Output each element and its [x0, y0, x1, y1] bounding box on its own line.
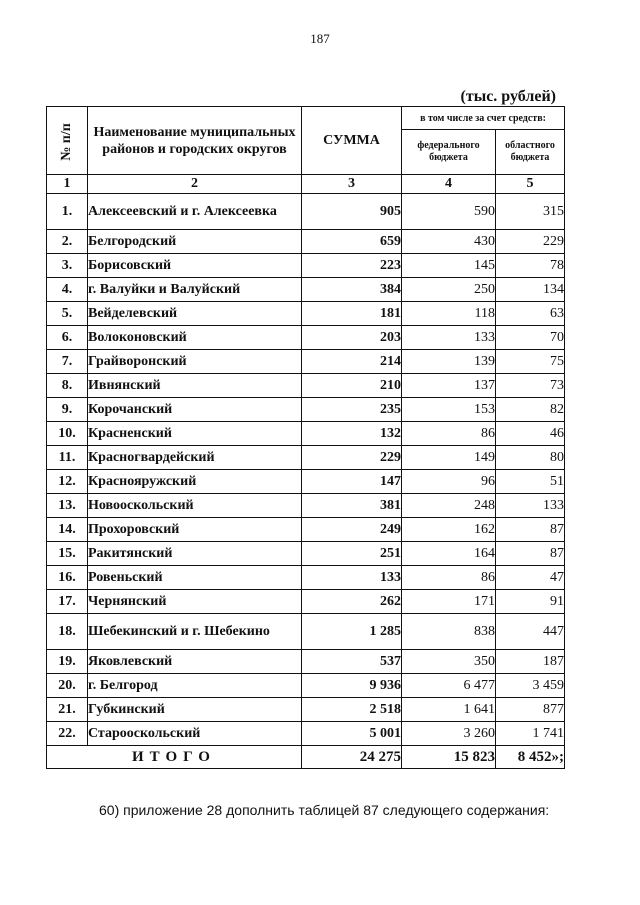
header-group: в том числе за счет средств:: [402, 107, 565, 130]
row-regional: 87: [496, 542, 565, 566]
row-regional: 87: [496, 518, 565, 542]
row-regional: 447: [496, 614, 565, 650]
row-num: 14.: [47, 518, 88, 542]
row-num: 6.: [47, 326, 88, 350]
row-sum: 249: [302, 518, 402, 542]
header-regional: областного бюджета: [496, 130, 565, 175]
row-num: 12.: [47, 470, 88, 494]
total-label: ИТОГО: [47, 746, 302, 769]
row-sum: 659: [302, 230, 402, 254]
row-federal: 248: [402, 494, 496, 518]
row-num: 19.: [47, 650, 88, 674]
table-row: [47, 326, 565, 350]
page-number: 187: [310, 31, 330, 46]
table-row: [47, 446, 565, 470]
row-name: Борисовский: [88, 254, 302, 278]
row-federal: 350: [402, 650, 496, 674]
row-num: 17.: [47, 590, 88, 614]
row-name: Ровеньский: [88, 566, 302, 590]
row-name: г. Белгород: [88, 674, 302, 698]
table-row: [47, 590, 565, 614]
table-body: [47, 194, 565, 746]
row-num: 21.: [47, 698, 88, 722]
row-name: Ракитянский: [88, 542, 302, 566]
column-number: 5: [496, 175, 565, 194]
row-sum: 203: [302, 326, 402, 350]
row-regional: 70: [496, 326, 565, 350]
row-name: Алексеевский и г. Алексеевка: [88, 194, 302, 230]
row-name: Новооскольский: [88, 494, 302, 518]
column-number: 3: [302, 175, 402, 194]
row-name: Вейделевский: [88, 302, 302, 326]
row-name: Ивнянский: [88, 374, 302, 398]
row-num: 4.: [47, 278, 88, 302]
row-regional: 877: [496, 698, 565, 722]
row-num: 5.: [47, 302, 88, 326]
table-row: [47, 254, 565, 278]
row-num: 22.: [47, 722, 88, 746]
row-sum: 5 001: [302, 722, 402, 746]
row-federal: 430: [402, 230, 496, 254]
row-num: 10.: [47, 422, 88, 446]
row-num: 1.: [47, 194, 88, 230]
row-federal: 164: [402, 542, 496, 566]
header-name: Наименование муниципальных районов и городских округов: [88, 107, 302, 175]
total-sum: 24 275: [302, 746, 402, 769]
row-regional: 73: [496, 374, 565, 398]
row-sum: 905: [302, 194, 402, 230]
row-name: Старооскольский: [88, 722, 302, 746]
row-num: 13.: [47, 494, 88, 518]
table-row: [47, 494, 565, 518]
header-sum: СУММА: [302, 107, 402, 175]
row-name: Корочанский: [88, 398, 302, 422]
row-num: 20.: [47, 674, 88, 698]
row-regional: 63: [496, 302, 565, 326]
row-sum: 210: [302, 374, 402, 398]
table-row: [47, 374, 565, 398]
row-name: Красненский: [88, 422, 302, 446]
row-regional: 1 741: [496, 722, 565, 746]
row-federal: 86: [402, 422, 496, 446]
table-row: [47, 302, 565, 326]
row-regional: 134: [496, 278, 565, 302]
row-regional: 46: [496, 422, 565, 446]
row-num: 7.: [47, 350, 88, 374]
row-federal: 133: [402, 326, 496, 350]
row-name: Красногвардейский: [88, 446, 302, 470]
footer-text: 60) приложение 28 дополнить таблицей 87 следующего содержания:: [99, 802, 550, 818]
row-name: Грайворонский: [88, 350, 302, 374]
row-federal: 139: [402, 350, 496, 374]
row-federal: 137: [402, 374, 496, 398]
row-num: 16.: [47, 566, 88, 590]
row-num: 9.: [47, 398, 88, 422]
total-regional: 8 452»;: [496, 746, 565, 769]
row-sum: 223: [302, 254, 402, 278]
table-row: [47, 542, 565, 566]
table-row: [47, 650, 565, 674]
row-federal: 1 641: [402, 698, 496, 722]
row-sum: 235: [302, 398, 402, 422]
row-federal: 171: [402, 590, 496, 614]
row-num: 18.: [47, 614, 88, 650]
row-regional: 133: [496, 494, 565, 518]
column-numbers-row: [47, 175, 565, 194]
row-name: Белгородский: [88, 230, 302, 254]
row-regional: 78: [496, 254, 565, 278]
table-row: [47, 278, 565, 302]
row-num: 8.: [47, 374, 88, 398]
row-sum: 132: [302, 422, 402, 446]
row-federal: 162: [402, 518, 496, 542]
row-federal: 96: [402, 470, 496, 494]
row-name: Волоконовский: [88, 326, 302, 350]
row-federal: 118: [402, 302, 496, 326]
row-federal: 149: [402, 446, 496, 470]
row-sum: 9 936: [302, 674, 402, 698]
table-row: [47, 518, 565, 542]
column-number: 4: [402, 175, 496, 194]
row-regional: 187: [496, 650, 565, 674]
table-row: [47, 614, 565, 650]
row-num: 3.: [47, 254, 88, 278]
row-regional: 80: [496, 446, 565, 470]
header-num-label: № п/п: [59, 122, 74, 161]
row-name: Губкинский: [88, 698, 302, 722]
row-regional: 75: [496, 350, 565, 374]
row-sum: 2 518: [302, 698, 402, 722]
table-row: [47, 230, 565, 254]
row-sum: 262: [302, 590, 402, 614]
table-row: [47, 566, 565, 590]
row-sum: 381: [302, 494, 402, 518]
row-federal: 86: [402, 566, 496, 590]
budget-table: [46, 106, 565, 769]
row-sum: 537: [302, 650, 402, 674]
total-federal: 15 823: [402, 746, 496, 769]
row-sum: 384: [302, 278, 402, 302]
row-sum: 214: [302, 350, 402, 374]
table-row: [47, 350, 565, 374]
row-regional: 51: [496, 470, 565, 494]
column-number: 1: [47, 175, 88, 194]
row-sum: 181: [302, 302, 402, 326]
row-federal: 838: [402, 614, 496, 650]
total-row: [47, 746, 565, 769]
row-federal: 3 260: [402, 722, 496, 746]
row-name: Яковлевский: [88, 650, 302, 674]
row-regional: 47: [496, 566, 565, 590]
row-regional: 3 459: [496, 674, 565, 698]
units-label: (тыс. рублей): [460, 88, 556, 105]
row-num: 2.: [47, 230, 88, 254]
table-row: [47, 722, 565, 746]
row-regional: 229: [496, 230, 565, 254]
row-sum: 251: [302, 542, 402, 566]
row-federal: 250: [402, 278, 496, 302]
header-num: [47, 107, 88, 175]
table-row: [47, 470, 565, 494]
row-regional: 91: [496, 590, 565, 614]
row-federal: 153: [402, 398, 496, 422]
row-sum: 229: [302, 446, 402, 470]
row-regional: 315: [496, 194, 565, 230]
row-name: г. Валуйки и Валуйский: [88, 278, 302, 302]
row-regional: 82: [496, 398, 565, 422]
table-row: [47, 194, 565, 230]
row-name: Прохоровский: [88, 518, 302, 542]
row-name: Краснояружский: [88, 470, 302, 494]
table-row: [47, 422, 565, 446]
header-federal: федерального бюджета: [402, 130, 496, 175]
column-number: 2: [88, 175, 302, 194]
row-num: 15.: [47, 542, 88, 566]
row-federal: 6 477: [402, 674, 496, 698]
row-sum: 133: [302, 566, 402, 590]
row-federal: 145: [402, 254, 496, 278]
table-row: [47, 674, 565, 698]
row-sum: 147: [302, 470, 402, 494]
row-name: Чернянский: [88, 590, 302, 614]
row-federal: 590: [402, 194, 496, 230]
row-name: Шебекинский и г. Шебекино: [88, 614, 302, 650]
table-row: [47, 698, 565, 722]
row-sum: 1 285: [302, 614, 402, 650]
table-row: [47, 398, 565, 422]
row-num: 11.: [47, 446, 88, 470]
